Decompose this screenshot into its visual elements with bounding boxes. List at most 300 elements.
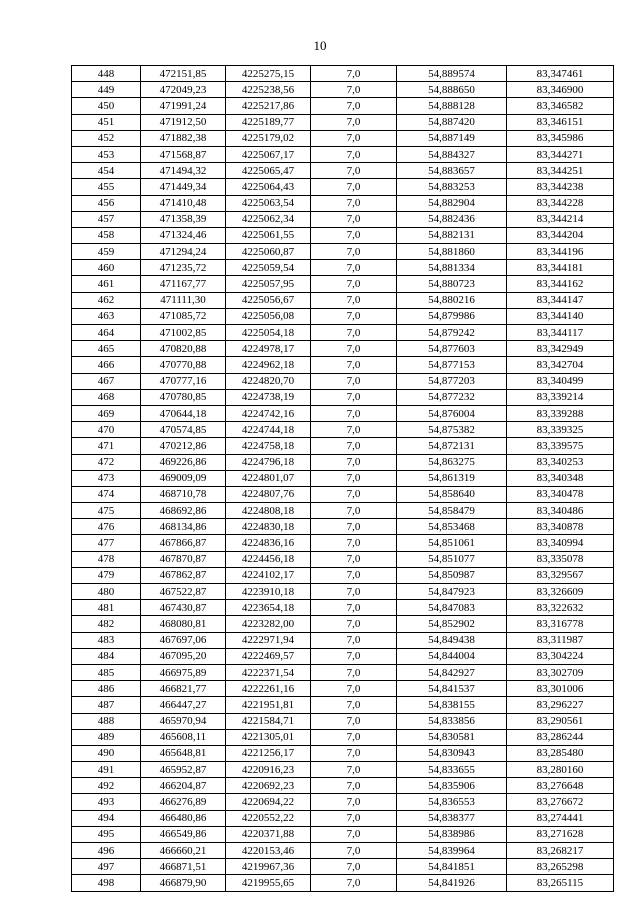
- width-value-cell: 7,0: [311, 859, 397, 875]
- point-number-cell: 495: [72, 826, 141, 842]
- latitude-cell: 54,877603: [397, 341, 507, 357]
- x-coordinate-cell: 467522,87: [141, 584, 226, 600]
- point-number-cell: 473: [72, 470, 141, 486]
- x-coordinate-cell: 466204,87: [141, 778, 226, 794]
- longitude-cell: 83,344140: [507, 308, 614, 324]
- longitude-cell: 83,344147: [507, 292, 614, 308]
- width-value-cell: 7,0: [311, 664, 397, 680]
- y-coordinate-cell: 4225275,15: [226, 66, 311, 82]
- width-value-cell: 7,0: [311, 66, 397, 82]
- latitude-cell: 54,844004: [397, 648, 507, 664]
- y-coordinate-cell: 4221951,81: [226, 697, 311, 713]
- point-number-cell: 486: [72, 681, 141, 697]
- latitude-cell: 54,852902: [397, 616, 507, 632]
- latitude-cell: 54,836553: [397, 794, 507, 810]
- width-value-cell: 7,0: [311, 292, 397, 308]
- table-row: [72, 567, 614, 583]
- y-coordinate-cell: 4220153,46: [226, 843, 311, 859]
- latitude-cell: 54,838155: [397, 697, 507, 713]
- width-value-cell: 7,0: [311, 357, 397, 373]
- longitude-cell: 83,322632: [507, 600, 614, 616]
- point-number-cell: 492: [72, 778, 141, 794]
- table-row: [72, 389, 614, 405]
- width-value-cell: 7,0: [311, 616, 397, 632]
- table-row: [72, 179, 614, 195]
- latitude-cell: 54,850987: [397, 567, 507, 583]
- x-coordinate-cell: 471167,77: [141, 276, 226, 292]
- y-coordinate-cell: 4224796,18: [226, 454, 311, 470]
- longitude-cell: 83,340253: [507, 454, 614, 470]
- table-row: [72, 244, 614, 260]
- width-value-cell: 7,0: [311, 648, 397, 664]
- y-coordinate-cell: 4225063,54: [226, 195, 311, 211]
- x-coordinate-cell: 465970,94: [141, 713, 226, 729]
- latitude-cell: 54,883657: [397, 163, 507, 179]
- y-coordinate-cell: 4225189,77: [226, 114, 311, 130]
- y-coordinate-cell: 4220692,23: [226, 778, 311, 794]
- y-coordinate-cell: 4223654,18: [226, 600, 311, 616]
- point-number-cell: 470: [72, 422, 141, 438]
- longitude-cell: 83,342949: [507, 341, 614, 357]
- longitude-cell: 83,346151: [507, 114, 614, 130]
- width-value-cell: 7,0: [311, 519, 397, 535]
- point-number-cell: 475: [72, 503, 141, 519]
- point-number-cell: 472: [72, 454, 141, 470]
- table-row: [72, 341, 614, 357]
- latitude-cell: 54,877153: [397, 357, 507, 373]
- x-coordinate-cell: 470644,18: [141, 405, 226, 421]
- point-number-cell: 461: [72, 276, 141, 292]
- width-value-cell: 7,0: [311, 843, 397, 859]
- width-value-cell: 7,0: [311, 810, 397, 826]
- width-value-cell: 7,0: [311, 762, 397, 778]
- width-value-cell: 7,0: [311, 260, 397, 276]
- point-number-cell: 468: [72, 389, 141, 405]
- longitude-cell: 83,339325: [507, 422, 614, 438]
- point-number-cell: 481: [72, 600, 141, 616]
- latitude-cell: 54,835906: [397, 778, 507, 794]
- x-coordinate-cell: 469226,86: [141, 454, 226, 470]
- table-row: [72, 875, 614, 891]
- table-row: [72, 163, 614, 179]
- point-number-cell: 488: [72, 713, 141, 729]
- table-row: [72, 519, 614, 535]
- longitude-cell: 83,344271: [507, 146, 614, 162]
- y-coordinate-cell: 4225056,08: [226, 308, 311, 324]
- width-value-cell: 7,0: [311, 826, 397, 842]
- table-row: [72, 422, 614, 438]
- longitude-cell: 83,339288: [507, 405, 614, 421]
- point-number-cell: 493: [72, 794, 141, 810]
- y-coordinate-cell: 4220371,88: [226, 826, 311, 842]
- y-coordinate-cell: 4225238,56: [226, 82, 311, 98]
- x-coordinate-cell: 471882,38: [141, 130, 226, 146]
- page-number: 10: [313, 38, 327, 53]
- longitude-cell: 83,326609: [507, 584, 614, 600]
- point-number-cell: 482: [72, 616, 141, 632]
- longitude-cell: 83,346582: [507, 98, 614, 114]
- y-coordinate-cell: 4219955,65: [226, 875, 311, 891]
- width-value-cell: 7,0: [311, 438, 397, 454]
- width-value-cell: 7,0: [311, 389, 397, 405]
- y-coordinate-cell: 4225067,17: [226, 146, 311, 162]
- latitude-cell: 54,880216: [397, 292, 507, 308]
- point-number-cell: 479: [72, 567, 141, 583]
- latitude-cell: 54,838986: [397, 826, 507, 842]
- y-coordinate-cell: 4225062,34: [226, 211, 311, 227]
- point-number-cell: 477: [72, 535, 141, 551]
- x-coordinate-cell: 465952,87: [141, 762, 226, 778]
- longitude-cell: 83,340348: [507, 470, 614, 486]
- x-coordinate-cell: 470212,86: [141, 438, 226, 454]
- point-number-cell: 454: [72, 163, 141, 179]
- longitude-cell: 83,344238: [507, 179, 614, 195]
- width-value-cell: 7,0: [311, 745, 397, 761]
- table-row: [72, 260, 614, 276]
- longitude-cell: 83,340499: [507, 373, 614, 389]
- point-number-cell: 480: [72, 584, 141, 600]
- point-number-cell: 497: [72, 859, 141, 875]
- coordinates-table: [71, 65, 614, 892]
- width-value-cell: 7,0: [311, 98, 397, 114]
- table-row: [72, 276, 614, 292]
- y-coordinate-cell: 4224456,18: [226, 551, 311, 567]
- width-value-cell: 7,0: [311, 179, 397, 195]
- longitude-cell: 83,296227: [507, 697, 614, 713]
- width-value-cell: 7,0: [311, 130, 397, 146]
- table-row: [72, 405, 614, 421]
- width-value-cell: 7,0: [311, 794, 397, 810]
- latitude-cell: 54,833655: [397, 762, 507, 778]
- width-value-cell: 7,0: [311, 195, 397, 211]
- width-value-cell: 7,0: [311, 422, 397, 438]
- width-value-cell: 7,0: [311, 211, 397, 227]
- latitude-cell: 54,883253: [397, 179, 507, 195]
- longitude-cell: 83,271628: [507, 826, 614, 842]
- y-coordinate-cell: 4225059,54: [226, 260, 311, 276]
- width-value-cell: 7,0: [311, 632, 397, 648]
- longitude-cell: 83,344117: [507, 325, 614, 341]
- table-row: [72, 713, 614, 729]
- width-value-cell: 7,0: [311, 244, 397, 260]
- x-coordinate-cell: 467866,87: [141, 535, 226, 551]
- latitude-cell: 54,841537: [397, 681, 507, 697]
- latitude-cell: 54,858479: [397, 503, 507, 519]
- longitude-cell: 83,268217: [507, 843, 614, 859]
- x-coordinate-cell: 468692,86: [141, 503, 226, 519]
- y-coordinate-cell: 4220694,22: [226, 794, 311, 810]
- y-coordinate-cell: 4224742,16: [226, 405, 311, 421]
- latitude-cell: 54,882904: [397, 195, 507, 211]
- y-coordinate-cell: 4225065,47: [226, 163, 311, 179]
- width-value-cell: 7,0: [311, 584, 397, 600]
- latitude-cell: 54,879242: [397, 325, 507, 341]
- y-coordinate-cell: 4224830,18: [226, 519, 311, 535]
- latitude-cell: 54,853468: [397, 519, 507, 535]
- longitude-cell: 83,302709: [507, 664, 614, 680]
- y-coordinate-cell: 4224738,19: [226, 389, 311, 405]
- longitude-cell: 83,301006: [507, 681, 614, 697]
- latitude-cell: 54,888128: [397, 98, 507, 114]
- table-row: [72, 762, 614, 778]
- point-number-cell: 452: [72, 130, 141, 146]
- point-number-cell: 490: [72, 745, 141, 761]
- table-row: [72, 584, 614, 600]
- table-row: [72, 778, 614, 794]
- x-coordinate-cell: 471085,72: [141, 308, 226, 324]
- table-row: [72, 211, 614, 227]
- x-coordinate-cell: 466975,89: [141, 664, 226, 680]
- point-number-cell: 478: [72, 551, 141, 567]
- table-row: [72, 843, 614, 859]
- table-row: [72, 664, 614, 680]
- latitude-cell: 54,847923: [397, 584, 507, 600]
- table-row: [72, 470, 614, 486]
- width-value-cell: 7,0: [311, 276, 397, 292]
- point-number-cell: 496: [72, 843, 141, 859]
- x-coordinate-cell: 471449,34: [141, 179, 226, 195]
- width-value-cell: 7,0: [311, 405, 397, 421]
- latitude-cell: 54,876004: [397, 405, 507, 421]
- longitude-cell: 83,340994: [507, 535, 614, 551]
- latitude-cell: 54,877232: [397, 389, 507, 405]
- point-number-cell: 451: [72, 114, 141, 130]
- x-coordinate-cell: 472049,23: [141, 82, 226, 98]
- width-value-cell: 7,0: [311, 729, 397, 745]
- longitude-cell: 83,340478: [507, 486, 614, 502]
- y-coordinate-cell: 4225056,67: [226, 292, 311, 308]
- x-coordinate-cell: 471111,30: [141, 292, 226, 308]
- longitude-cell: 83,346900: [507, 82, 614, 98]
- y-coordinate-cell: 4223282,00: [226, 616, 311, 632]
- x-coordinate-cell: 466447,27: [141, 697, 226, 713]
- y-coordinate-cell: 4222371,54: [226, 664, 311, 680]
- x-coordinate-cell: 466821,77: [141, 681, 226, 697]
- longitude-cell: 83,316778: [507, 616, 614, 632]
- table-row: [72, 308, 614, 324]
- longitude-cell: 83,280160: [507, 762, 614, 778]
- table-row: [72, 551, 614, 567]
- y-coordinate-cell: 4225054,18: [226, 325, 311, 341]
- y-coordinate-cell: 4221256,17: [226, 745, 311, 761]
- longitude-cell: 83,285480: [507, 745, 614, 761]
- x-coordinate-cell: 465608,11: [141, 729, 226, 745]
- point-number-cell: 487: [72, 697, 141, 713]
- y-coordinate-cell: 4222971,94: [226, 632, 311, 648]
- y-coordinate-cell: 4225057,95: [226, 276, 311, 292]
- y-coordinate-cell: 4224836,16: [226, 535, 311, 551]
- point-number-cell: 489: [72, 729, 141, 745]
- point-number-cell: 498: [72, 875, 141, 891]
- y-coordinate-cell: 4225061,55: [226, 227, 311, 243]
- width-value-cell: 7,0: [311, 567, 397, 583]
- latitude-cell: 54,851061: [397, 535, 507, 551]
- x-coordinate-cell: 470780,85: [141, 389, 226, 405]
- point-number-cell: 467: [72, 373, 141, 389]
- table-row: [72, 729, 614, 745]
- width-value-cell: 7,0: [311, 681, 397, 697]
- x-coordinate-cell: 466480,86: [141, 810, 226, 826]
- longitude-cell: 83,344251: [507, 163, 614, 179]
- y-coordinate-cell: 4220552,22: [226, 810, 311, 826]
- y-coordinate-cell: 4222469,57: [226, 648, 311, 664]
- longitude-cell: 83,340878: [507, 519, 614, 535]
- x-coordinate-cell: 468080,81: [141, 616, 226, 632]
- table-row: [72, 146, 614, 162]
- point-number-cell: 466: [72, 357, 141, 373]
- latitude-cell: 54,882436: [397, 211, 507, 227]
- width-value-cell: 7,0: [311, 341, 397, 357]
- table-row: [72, 632, 614, 648]
- x-coordinate-cell: 466276,89: [141, 794, 226, 810]
- table-row: [72, 486, 614, 502]
- latitude-cell: 54,847083: [397, 600, 507, 616]
- latitude-cell: 54,875382: [397, 422, 507, 438]
- point-number-cell: 459: [72, 244, 141, 260]
- table-row: [72, 438, 614, 454]
- x-coordinate-cell: 470770,88: [141, 357, 226, 373]
- y-coordinate-cell: 4221584,71: [226, 713, 311, 729]
- point-number-cell: 476: [72, 519, 141, 535]
- longitude-cell: 83,304224: [507, 648, 614, 664]
- point-number-cell: 456: [72, 195, 141, 211]
- point-number-cell: 464: [72, 325, 141, 341]
- longitude-cell: 83,276648: [507, 778, 614, 794]
- x-coordinate-cell: 471002,85: [141, 325, 226, 341]
- table-row: [72, 681, 614, 697]
- longitude-cell: 83,265115: [507, 875, 614, 891]
- latitude-cell: 54,872131: [397, 438, 507, 454]
- table-row: [72, 454, 614, 470]
- x-coordinate-cell: 467697,06: [141, 632, 226, 648]
- y-coordinate-cell: 4219967,36: [226, 859, 311, 875]
- x-coordinate-cell: 471494,32: [141, 163, 226, 179]
- longitude-cell: 83,274441: [507, 810, 614, 826]
- width-value-cell: 7,0: [311, 486, 397, 502]
- longitude-cell: 83,265298: [507, 859, 614, 875]
- y-coordinate-cell: 4221305,01: [226, 729, 311, 745]
- table-row: [72, 357, 614, 373]
- latitude-cell: 54,881860: [397, 244, 507, 260]
- y-coordinate-cell: 4224962,18: [226, 357, 311, 373]
- latitude-cell: 54,842927: [397, 664, 507, 680]
- x-coordinate-cell: 468134,86: [141, 519, 226, 535]
- y-coordinate-cell: 4224102,17: [226, 567, 311, 583]
- width-value-cell: 7,0: [311, 778, 397, 794]
- latitude-cell: 54,841851: [397, 859, 507, 875]
- x-coordinate-cell: 471912,50: [141, 114, 226, 130]
- width-value-cell: 7,0: [311, 227, 397, 243]
- x-coordinate-cell: 467430,87: [141, 600, 226, 616]
- point-number-cell: 449: [72, 82, 141, 98]
- x-coordinate-cell: 466549,86: [141, 826, 226, 842]
- width-value-cell: 7,0: [311, 454, 397, 470]
- width-value-cell: 7,0: [311, 697, 397, 713]
- longitude-cell: 83,339214: [507, 389, 614, 405]
- y-coordinate-cell: 4225064,43: [226, 179, 311, 195]
- point-number-cell: 458: [72, 227, 141, 243]
- longitude-cell: 83,329567: [507, 567, 614, 583]
- x-coordinate-cell: 471294,24: [141, 244, 226, 260]
- point-number-cell: 465: [72, 341, 141, 357]
- latitude-cell: 54,887149: [397, 130, 507, 146]
- longitude-cell: 83,286244: [507, 729, 614, 745]
- longitude-cell: 83,276672: [507, 794, 614, 810]
- latitude-cell: 54,877203: [397, 373, 507, 389]
- y-coordinate-cell: 4224758,18: [226, 438, 311, 454]
- latitude-cell: 54,887420: [397, 114, 507, 130]
- y-coordinate-cell: 4222261,16: [226, 681, 311, 697]
- table-row: [72, 616, 614, 632]
- point-number-cell: 462: [72, 292, 141, 308]
- latitude-cell: 54,863275: [397, 454, 507, 470]
- point-number-cell: 450: [72, 98, 141, 114]
- latitude-cell: 54,881334: [397, 260, 507, 276]
- width-value-cell: 7,0: [311, 713, 397, 729]
- x-coordinate-cell: 470777,16: [141, 373, 226, 389]
- width-value-cell: 7,0: [311, 503, 397, 519]
- table-row: [72, 826, 614, 842]
- longitude-cell: 83,311987: [507, 632, 614, 648]
- longitude-cell: 83,344214: [507, 211, 614, 227]
- latitude-cell: 54,858640: [397, 486, 507, 502]
- x-coordinate-cell: 469009,09: [141, 470, 226, 486]
- y-coordinate-cell: 4224820,70: [226, 373, 311, 389]
- latitude-cell: 54,838377: [397, 810, 507, 826]
- y-coordinate-cell: 4223910,18: [226, 584, 311, 600]
- latitude-cell: 54,889574: [397, 66, 507, 82]
- longitude-cell: 83,335078: [507, 551, 614, 567]
- width-value-cell: 7,0: [311, 600, 397, 616]
- x-coordinate-cell: 468710,78: [141, 486, 226, 502]
- y-coordinate-cell: 4225217,86: [226, 98, 311, 114]
- x-coordinate-cell: 466660,21: [141, 843, 226, 859]
- width-value-cell: 7,0: [311, 325, 397, 341]
- y-coordinate-cell: 4224801,07: [226, 470, 311, 486]
- table-row: [72, 745, 614, 761]
- point-number-cell: 483: [72, 632, 141, 648]
- table-row: [72, 373, 614, 389]
- longitude-cell: 83,345986: [507, 130, 614, 146]
- x-coordinate-cell: 470574,85: [141, 422, 226, 438]
- y-coordinate-cell: 4224978,17: [226, 341, 311, 357]
- point-number-cell: 471: [72, 438, 141, 454]
- table-row: [72, 859, 614, 875]
- table-row: [72, 648, 614, 664]
- y-coordinate-cell: 4225179,02: [226, 130, 311, 146]
- x-coordinate-cell: 467095,20: [141, 648, 226, 664]
- table-row: [72, 98, 614, 114]
- x-coordinate-cell: 471410,48: [141, 195, 226, 211]
- longitude-cell: 83,344228: [507, 195, 614, 211]
- width-value-cell: 7,0: [311, 535, 397, 551]
- y-coordinate-cell: 4224808,18: [226, 503, 311, 519]
- x-coordinate-cell: 466879,90: [141, 875, 226, 891]
- longitude-cell: 83,344196: [507, 244, 614, 260]
- x-coordinate-cell: 471358,39: [141, 211, 226, 227]
- point-number-cell: 453: [72, 146, 141, 162]
- table-row: [72, 195, 614, 211]
- x-coordinate-cell: 467862,87: [141, 567, 226, 583]
- point-number-cell: 460: [72, 260, 141, 276]
- x-coordinate-cell: 471568,87: [141, 146, 226, 162]
- point-number-cell: 455: [72, 179, 141, 195]
- longitude-cell: 83,342704: [507, 357, 614, 373]
- width-value-cell: 7,0: [311, 146, 397, 162]
- latitude-cell: 54,849438: [397, 632, 507, 648]
- latitude-cell: 54,830943: [397, 745, 507, 761]
- point-number-cell: 491: [72, 762, 141, 778]
